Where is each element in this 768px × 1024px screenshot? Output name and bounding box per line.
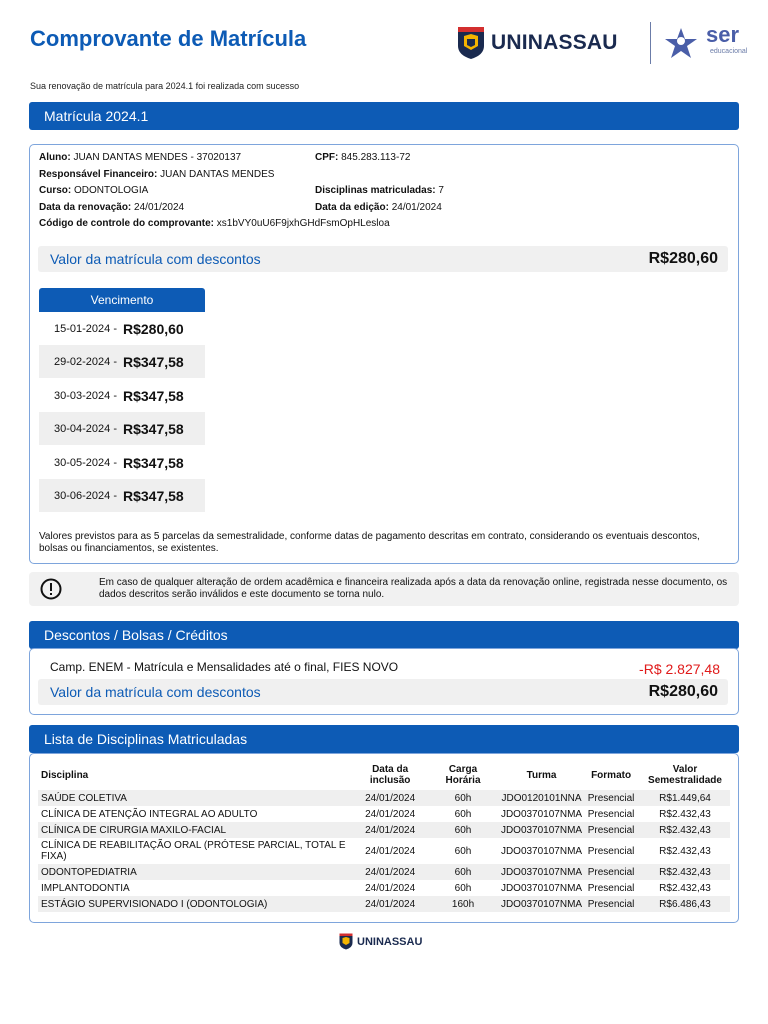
parcela-row bbox=[39, 345, 205, 378]
descontos-valor-strip bbox=[38, 679, 728, 705]
codigo-field bbox=[39, 218, 390, 229]
responsavel-label: Responsável Financeiro: bbox=[39, 169, 158, 180]
parcela-date: 29-02-2024 - bbox=[54, 355, 117, 368]
table-row bbox=[38, 880, 730, 896]
table-row bbox=[38, 790, 730, 806]
disciplinas-count-field bbox=[315, 185, 444, 196]
parcela-value: R$280,60 bbox=[123, 320, 184, 337]
table-row bbox=[38, 864, 730, 880]
uninassau-logo bbox=[457, 26, 618, 60]
cell-carga: 60h bbox=[425, 790, 501, 806]
edicao-label: Data da edição: bbox=[315, 202, 389, 213]
aluno-label: Aluno: bbox=[39, 152, 71, 163]
cell-formato: Presencial bbox=[587, 845, 635, 857]
cell-turma: JDO0370107NMA bbox=[500, 845, 583, 857]
cell-valor: R$2.432,43 bbox=[640, 864, 730, 880]
uninassau-wordmark: UNINASSAU bbox=[491, 31, 618, 54]
cell-turma: JDO0370107NMA bbox=[501, 896, 582, 912]
validity-alert bbox=[29, 572, 739, 606]
cell-formato: Presencial bbox=[587, 808, 635, 820]
parcela-value: R$347,58 bbox=[123, 353, 184, 370]
cell-turma: JDO0370107NMA bbox=[500, 882, 583, 894]
cell-formato: Presencial bbox=[582, 896, 640, 912]
col-valor: Valor Semestralidade bbox=[648, 764, 722, 786]
col-formato: Formato bbox=[591, 769, 632, 781]
disciplinas-section-header: Lista de Disciplinas Matriculadas bbox=[29, 725, 739, 753]
cell-disciplina: SAÚDE COLETIVA bbox=[38, 790, 355, 806]
parcela-date: 30-06-2024 - bbox=[54, 489, 117, 502]
cell-turma: JDO0120101NNA bbox=[501, 790, 582, 806]
cell-formato: Presencial bbox=[582, 822, 640, 838]
parcela-value: R$347,58 bbox=[123, 420, 184, 437]
uninassau-shield-icon bbox=[339, 933, 353, 950]
exclamation-circle-icon bbox=[40, 578, 62, 600]
cell-turma: JDO0370107NMA bbox=[500, 808, 583, 820]
cell-turma: JDO0370107NMA bbox=[501, 822, 582, 838]
parcela-row bbox=[39, 479, 205, 512]
parcelas-note: Valores previstos para as 5 parcelas da semestralidade, conforme datas de pagamento descritas em contrato, considerando os eventuais descontos, bolsas ou financiamentos, se existentes. bbox=[39, 531, 700, 554]
table-row bbox=[38, 896, 730, 912]
valor-matricula-label: Valor da matrícula com descontos bbox=[50, 251, 261, 267]
curso-label: Curso: bbox=[39, 185, 72, 196]
cell-carga: 60h bbox=[425, 822, 501, 838]
parcela-value: R$347,58 bbox=[123, 454, 184, 471]
col-turma: Turma bbox=[526, 769, 557, 781]
cell-turma: JDO0370107NMA bbox=[501, 864, 582, 880]
ser-subtitle: educacional bbox=[710, 48, 748, 55]
aluno-field bbox=[39, 152, 241, 163]
codigo-value: xs1bVY0uU6F9jxhGHdFsmOpHLesloa bbox=[216, 218, 390, 229]
uninassau-shield-icon bbox=[457, 26, 485, 60]
parcela-row bbox=[39, 446, 205, 479]
col-carga-horaria: Carga Horária bbox=[445, 764, 481, 786]
cell-valor: R$2.432,43 bbox=[659, 808, 711, 820]
curso-field bbox=[39, 185, 148, 196]
page-title: Comprovante de Matrícula bbox=[30, 26, 307, 51]
ser-educacional-logo bbox=[662, 22, 748, 62]
col-data-inclusao: Data da inclusão bbox=[369, 764, 411, 786]
parcela-date: 30-04-2024 - bbox=[54, 422, 117, 435]
parcela-row bbox=[39, 412, 205, 445]
cell-carga: 60h bbox=[454, 808, 472, 820]
matricula-section-header: Matrícula 2024.1 bbox=[29, 102, 739, 130]
descontos-valor-amount: R$280,60 bbox=[648, 683, 718, 700]
renovacao-label: Data da renovação: bbox=[39, 202, 132, 213]
cell-formato: Presencial bbox=[582, 790, 640, 806]
cell-data: 24/01/2024 bbox=[365, 808, 416, 820]
cell-disciplina: CLÍNICA DE REABILITAÇÃO ORAL (PRÓTESE PARCIAL, TOTAL E FIXA) bbox=[41, 840, 346, 862]
cell-valor: R$1.449,64 bbox=[640, 790, 730, 806]
valor-matricula-strip bbox=[38, 246, 728, 272]
cell-formato: Presencial bbox=[582, 864, 640, 880]
disciplinas-table bbox=[38, 760, 730, 912]
desconto-item-amount: -R$ 2.827,48 bbox=[639, 661, 720, 677]
aluno-value: JUAN DANTAS MENDES - 37020137 bbox=[73, 152, 242, 163]
table-header-row bbox=[38, 760, 730, 790]
cell-carga: 60h bbox=[425, 864, 501, 880]
vencimento-header: Vencimento bbox=[39, 288, 205, 312]
table-row bbox=[38, 822, 730, 838]
cell-disciplina: ESTÁGIO SUPERVISIONADO I (ODONTOLOGIA) bbox=[38, 896, 355, 912]
parcela-date: 30-03-2024 - bbox=[54, 389, 117, 402]
parcela-date: 15-01-2024 - bbox=[54, 322, 117, 335]
parcela-row bbox=[39, 312, 205, 345]
parcela-row bbox=[39, 379, 205, 412]
disciplinas-count-label: Disciplinas matriculadas: bbox=[315, 185, 436, 196]
desconto-item-label: Camp. ENEM - Matrícula e Mensalidades até o final, FIES NOVO bbox=[50, 660, 399, 674]
descontos-section-header: Descontos / Bolsas / Créditos bbox=[29, 621, 739, 649]
cell-valor: R$6.486,43 bbox=[640, 896, 730, 912]
table-row bbox=[38, 806, 730, 822]
renewal-success-message: Sua renovação de matrícula para 2024.1 foi realizada com sucesso bbox=[30, 81, 300, 91]
codigo-label: Código de controle do comprovante: bbox=[39, 218, 215, 229]
cell-formato: Presencial bbox=[587, 882, 635, 894]
renovacao-field bbox=[39, 202, 184, 213]
cell-data: 24/01/2024 bbox=[355, 864, 425, 880]
parcela-value: R$347,58 bbox=[123, 487, 184, 504]
ser-wordmark: ser bbox=[706, 22, 740, 47]
cell-data: 24/01/2024 bbox=[365, 882, 416, 894]
edicao-value: 24/01/2024 bbox=[391, 202, 442, 213]
cell-data: 24/01/2024 bbox=[355, 896, 425, 912]
ser-star-icon bbox=[662, 26, 700, 62]
descontos-valor-label: Valor da matrícula com descontos bbox=[50, 684, 261, 700]
cell-valor: R$2.432,43 bbox=[640, 822, 730, 838]
table-row bbox=[38, 838, 730, 864]
cell-data: 24/01/2024 bbox=[355, 822, 425, 838]
cell-valor: R$2.432,43 bbox=[659, 882, 711, 894]
footer-wordmark: UNINASSAU bbox=[357, 935, 423, 948]
cell-data: 24/01/2024 bbox=[355, 790, 425, 806]
footer-uninassau-logo bbox=[339, 933, 422, 950]
cpf-field bbox=[315, 152, 410, 163]
cell-disciplina: ODONTOPEDIATRIA bbox=[38, 864, 355, 880]
cell-disciplina: CLÍNICA DE CIRURGIA MAXILO-FACIAL bbox=[38, 822, 355, 838]
cell-valor: R$2.432,43 bbox=[659, 845, 711, 857]
curso-value: ODONTOLOGIA bbox=[74, 185, 149, 196]
parcela-value: R$347,58 bbox=[123, 387, 184, 404]
responsavel-value: JUAN DANTAS MENDES bbox=[160, 169, 275, 180]
cell-carga: 60h bbox=[454, 882, 472, 894]
disciplinas-count-value: 7 bbox=[438, 185, 444, 196]
responsavel-field bbox=[39, 169, 274, 180]
valor-matricula-amount: R$280,60 bbox=[648, 250, 718, 267]
cpf-value: 845.283.113-72 bbox=[341, 152, 411, 163]
cell-data: 24/01/2024 bbox=[365, 845, 416, 857]
edicao-field bbox=[315, 202, 442, 213]
alert-text: Em caso de qualquer alteração de ordem acadêmica e financeira realizada após a data da renovação online, registrada nesse documento, os dados descritos serão inválidos e este documento se torna nulo. bbox=[99, 577, 728, 600]
cell-carga: 160h bbox=[425, 896, 501, 912]
cell-carga: 60h bbox=[454, 845, 472, 857]
cpf-label: CPF: bbox=[315, 152, 339, 163]
cell-disciplina: CLÍNICA DE ATENÇÃO INTEGRAL AO ADULTO bbox=[41, 808, 258, 820]
renovacao-value: 24/01/2024 bbox=[134, 202, 185, 213]
parcela-date: 30-05-2024 - bbox=[54, 456, 117, 469]
logo-divider bbox=[650, 22, 651, 64]
col-disciplina: Disciplina bbox=[41, 769, 89, 781]
cell-disciplina: IMPLANTODONTIA bbox=[41, 882, 130, 894]
